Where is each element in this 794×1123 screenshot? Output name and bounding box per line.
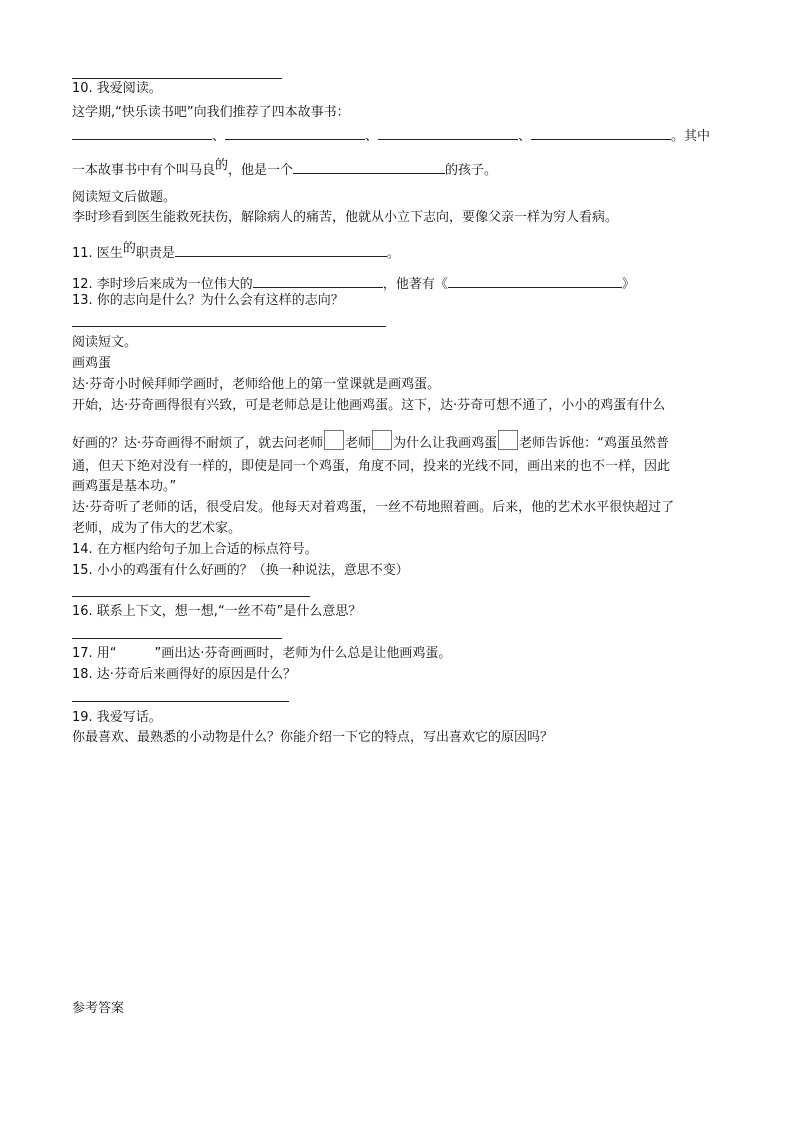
q10-end-text: 。其中 xyxy=(671,129,711,144)
passage2-p3-l1: 达·芬奇听了老师的话，很受启发。他每天对着鸡蛋，一丝不苟地照着画。后来，他的艺术水平很快超过了 xyxy=(72,500,675,515)
q16: 16. 联系上下文，想一想,“一丝不苟”是什么意思？ xyxy=(72,604,362,619)
q11-c: 。 xyxy=(386,246,400,261)
punctuation-box-3[interactable] xyxy=(498,430,518,450)
separator: 、 xyxy=(212,129,226,144)
passage2-p2-l1: 开始，达·芬奇画得很有兴致，可是老师总是让他画鸡蛋。这下，达·芬奇可想不通了，小小的鸡蛋有什么 xyxy=(72,398,666,413)
q17-b: ”画出达·芬奇画画时，老师为什么总是让他画鸡蛋。 xyxy=(154,646,452,661)
q18: 18. 达·芬奇后来画得好的原因是什么？ xyxy=(72,667,296,682)
book-title-blank[interactable] xyxy=(448,274,622,288)
q11 xyxy=(72,243,400,263)
passage2-p3-l2: 老师，成为了伟大的艺术家。 xyxy=(72,521,242,536)
p2-l2-b: 老师 xyxy=(345,436,372,451)
q18-answer-line[interactable] xyxy=(72,701,289,702)
q17-a: 17. 用“ xyxy=(72,646,117,661)
separator: 、 xyxy=(365,129,379,144)
passage2-p1: 达·芬奇小时候拜师学画时，老师给他上的第一堂课就是画鸡蛋。 xyxy=(72,377,441,392)
q15: 15. 小小的鸡蛋有什么好画的？（换一种说法，意思不变） xyxy=(72,563,409,578)
q10-line3 xyxy=(72,160,497,180)
q10-line3-sup: 的 xyxy=(215,158,229,173)
trait-blank[interactable] xyxy=(293,160,445,174)
q13: 13. 你的志向是什么？为什么会有这样的志向？ xyxy=(72,293,344,308)
q12 xyxy=(72,274,635,294)
book-blank-4[interactable] xyxy=(531,126,671,140)
q17 xyxy=(72,645,451,663)
q15-answer-line[interactable] xyxy=(72,596,310,597)
q12-b: ，他著有《 xyxy=(382,277,448,292)
q11-a: 11. 医生 xyxy=(72,246,123,261)
q10-title: 10. 我爱阅读。 xyxy=(72,81,162,96)
q10-line3-c: 的孩子。 xyxy=(445,163,498,178)
book-blank-2[interactable] xyxy=(225,126,365,140)
q10-book-blanks xyxy=(72,126,710,146)
passage2-title: 画鸡蛋 xyxy=(72,356,112,371)
punctuation-box-1[interactable] xyxy=(324,430,344,450)
profession-blank[interactable] xyxy=(253,274,383,288)
q12-c: 》 xyxy=(621,277,635,292)
q16-answer-line[interactable] xyxy=(72,638,282,639)
passage2-p2-l4: 画鸡蛋是基本功。” xyxy=(72,479,177,494)
q11-b: 职责是 xyxy=(135,246,175,261)
q12-a: 12. 李时珍后来成为一位伟大的 xyxy=(72,277,253,292)
answer-key-label: 参考答案 xyxy=(72,1001,125,1016)
p2-l2-c: 为什么让我画鸡蛋 xyxy=(393,436,498,451)
q14: 14. 在方框内给句子加上合适的标点符号。 xyxy=(72,542,318,557)
punctuation-box-2[interactable] xyxy=(372,430,392,450)
q10-line3-a: 一本故事书中有个叫马良 xyxy=(72,163,216,178)
q19-title: 19. 我爱写话。 xyxy=(72,710,162,725)
q10-line1: 这学期,“快乐读书吧”向我们推荐了四本故事书： xyxy=(72,105,350,120)
book-blank-3[interactable] xyxy=(378,126,518,140)
p2-l2-d: 老师告诉他：“鸡蛋虽然普 xyxy=(519,436,669,451)
p2-l2-a: 好画的？达·芬奇画得不耐烦了，就去问老师 xyxy=(72,436,324,451)
q10-line3-b: ，他是一个 xyxy=(228,163,294,178)
q13-answer-line[interactable] xyxy=(72,326,386,327)
passage2-p2-l2 xyxy=(72,430,669,453)
duty-blank[interactable] xyxy=(175,243,387,257)
passage2-intro: 阅读短文。 xyxy=(72,335,138,350)
book-blank-1[interactable] xyxy=(72,126,212,140)
q19-text: 你最喜欢、最熟悉的小动物是什么？你能介绍一下它的特点，写出喜欢它的原因吗？ xyxy=(72,730,554,745)
separator: 、 xyxy=(518,129,532,144)
passage2-p2-l3: 通，但天下绝对没有一样的，即使是同一个鸡蛋，角度不同，投来的光线不同，画出来的也不一样，因此 xyxy=(72,459,671,474)
q11-sup: 的 xyxy=(122,241,136,256)
passage1-intro: 阅读短文后做题。 xyxy=(72,190,177,205)
passage1-text: 李时珍看到医生能救死扶伤，解除病人的痛苦，他就从小立下志向，要像父亲一样为穷人看病。 xyxy=(72,210,619,225)
answer-line-top[interactable] xyxy=(72,78,282,79)
